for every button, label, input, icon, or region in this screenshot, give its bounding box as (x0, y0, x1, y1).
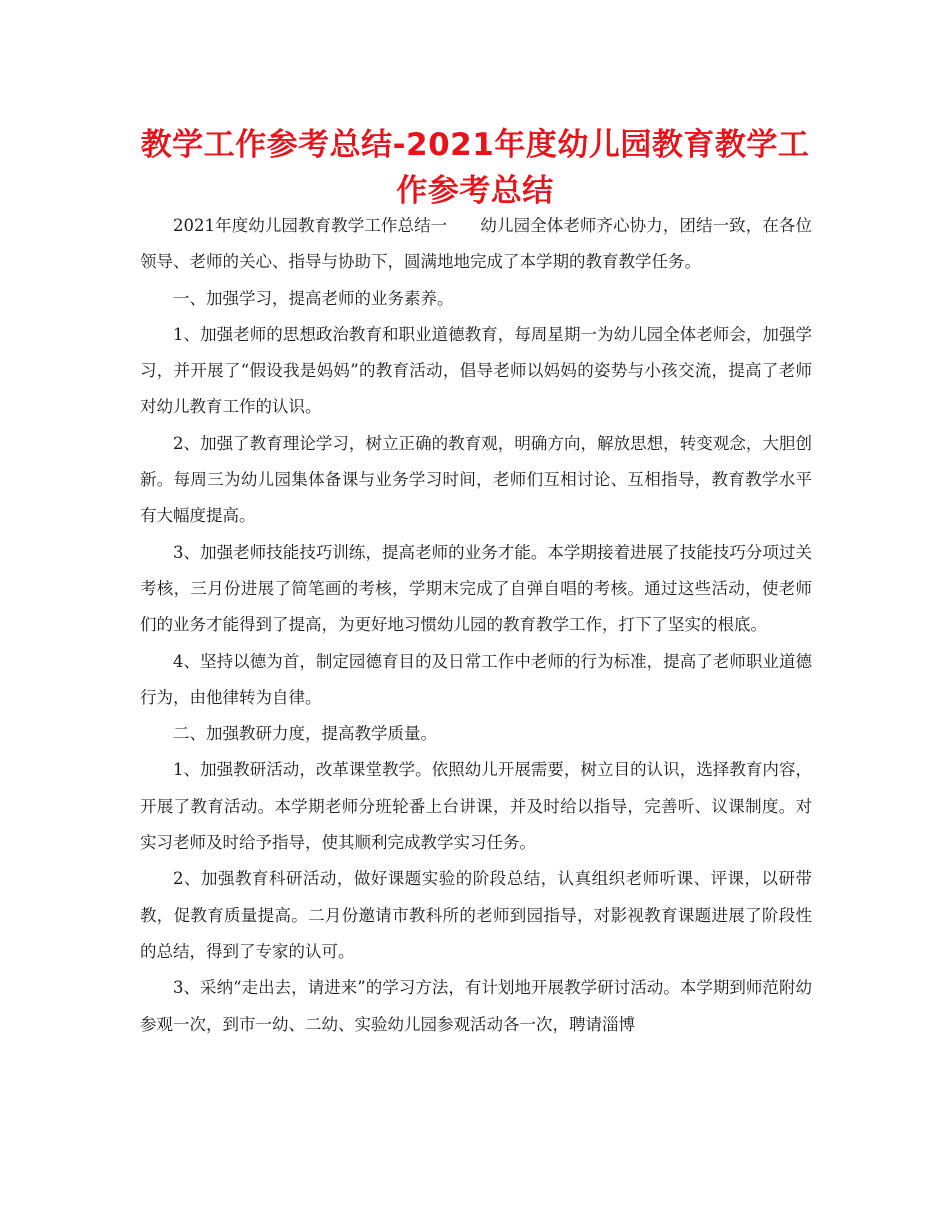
section-heading: 二、加强教研力度，提高教学质量。 (173, 724, 437, 744)
paragraph: 2、加强了教育理论学习，树立正确的教育观，明确方向，解放思想，转变观念，大胆创新。每周三为幼儿园集体备课与业务学习时间，老师们互相讨论、互相指导，教育教学水平有大幅度提高。 (140, 433, 812, 526)
paragraph: 2、加强教育科研活动，做好课题实验的阶段总结，认真组织老师听课、评课，以研带教，促教育质量提高。二月份邀请市教科所的老师到园指导，对影视教育课题进展了阶段性的总结，得到了专家的认可。 (140, 869, 812, 961)
paragraph: 3、加强老师技能技巧训练，提高老师的业务才能。本学期接着进展了技能技巧分项过关考核，三月份进展了简笔画的考核，学期末完成了自弹自唱的考核。通过这些活动，使老师们的业务才能得到了提高，为更好地习惯幼儿园的教育教学工作，打下了坚实的根底。 (140, 542, 812, 635)
paragraph: 4、坚持以德为首，制定园德育目的及日常工作中老师的行为标准，提高了老师职业道德行为，由他律转为自律。 (140, 651, 812, 707)
section-heading: 一、加强学习，提高老师的业务素养。 (173, 288, 454, 308)
document-body (140, 208, 812, 1043)
paragraph: 1、加强老师的思想政治教育和职业道德教育，每周星期一为幼儿园全体老师会，加强学习，并开展了“假设我是妈妈”的教育活动，倡导老师以妈妈的姿势与小孩交流，提高了老师对幼儿教育工作的认识。 (140, 324, 812, 417)
paragraph: 3、采纳“走出去，请进来”的学习方法，有计划地开展教学研讨活动。本学期到师范附幼参观一次，到市一幼、二幼、实验幼儿园参观活动各一次，聘请淄博 (140, 978, 812, 1034)
paragraph: 2021年度幼儿园教育教学工作总结一 幼儿园全体老师齐心协力，团结一致，在各位领导、老师的关心、指导与协助下，圆满地地完成了本学期的教育教学任务。 (140, 216, 812, 272)
document-title: 教学工作参考总结-2021年度幼儿园教育教学工作参考总结 (140, 127, 810, 209)
paragraph: 1、加强教研活动，改革课堂教学。依照幼儿开展需要，树立目的认识，选择教育内容，开展了教育活动。本学期老师分班轮番上台讲课，并及时给以指导，完善听、议课制度。对实习老师及时给予指导，使其顺利完成教学实习任务。 (140, 760, 812, 853)
